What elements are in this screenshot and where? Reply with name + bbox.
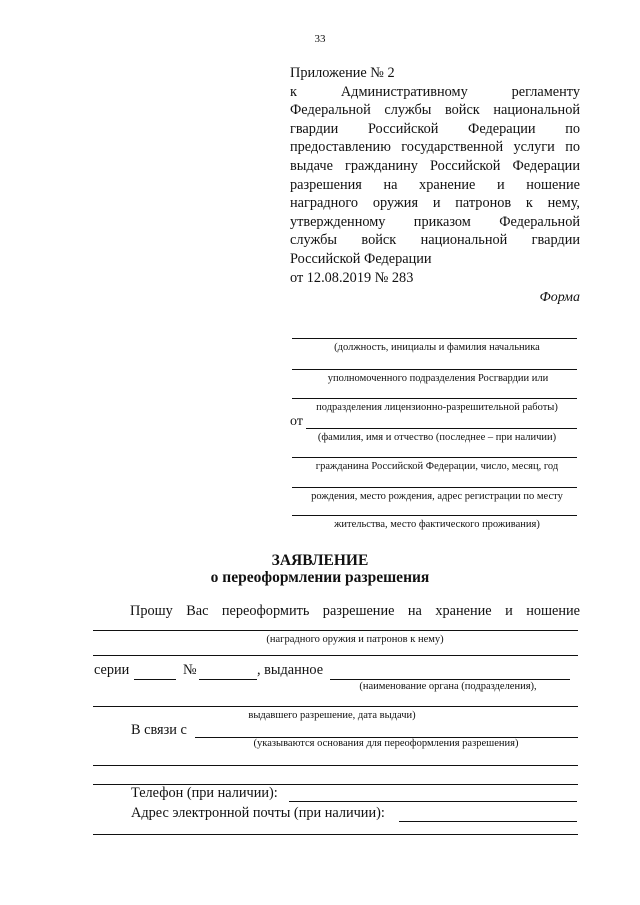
issuing-organ-caption: (наименование органа (подразделения), xyxy=(359,681,537,692)
addressee-field-3[interactable] xyxy=(292,398,577,399)
applicant-field-2[interactable] xyxy=(292,457,577,458)
number-field[interactable] xyxy=(199,679,257,680)
issuing-organ-field[interactable] xyxy=(330,679,570,680)
form-label: Форма xyxy=(539,290,580,305)
weapon-caption: (наградного оружия и патронов к нему) xyxy=(266,634,444,645)
weapon-field-2[interactable] xyxy=(93,655,578,656)
applicant-caption-1: (фамилия, имя и отчество (последнее – при наличии) xyxy=(317,432,557,443)
series-field[interactable] xyxy=(134,679,176,680)
series-label: серии xyxy=(94,662,130,678)
appendix-line: предоставлению государственной услуги по xyxy=(290,139,580,156)
addressee-caption-3: подразделения лицензионно-разрешительной работы) xyxy=(316,402,558,413)
phone-label: Телефон (при наличии): xyxy=(131,785,278,801)
document-title: ЗАЯВЛЕНИЕ xyxy=(271,552,369,569)
reason-caption: (указываются основания для переоформления разрешения) xyxy=(253,738,519,749)
request-text: Прошу Вас переоформить разрешение на хранение и ношение xyxy=(130,603,580,619)
applicant-caption-2: гражданина Российской Федерации, число, месяц, год xyxy=(315,461,559,472)
addressee-field-1[interactable] xyxy=(292,338,577,339)
issued-label: , выданное xyxy=(257,662,324,678)
reason-field-2[interactable] xyxy=(93,765,578,766)
applicant-caption-3: рождения, место рождения, адрес регистрации по месту xyxy=(311,491,563,502)
email-field[interactable] xyxy=(399,821,577,822)
addressee-field-2[interactable] xyxy=(292,369,577,370)
issuer-date-caption: выдавшего разрешение, дата выдачи) xyxy=(248,710,416,721)
number-label: № xyxy=(183,662,197,678)
issuer-date-field[interactable] xyxy=(93,706,578,707)
appendix-line: Федеральной службы войск национальной xyxy=(290,102,580,119)
appendix-line: утвержденному приказом Федеральной xyxy=(290,213,580,230)
page-number: 33 xyxy=(314,33,326,45)
appendix-block xyxy=(290,64,580,287)
applicant-field-3[interactable] xyxy=(292,487,577,488)
appendix-line: наградного оружия и патронов к нему, xyxy=(290,195,580,212)
appendix-date: от 12.08.2019 № 283 xyxy=(290,269,414,286)
applicant-name-field[interactable] xyxy=(306,428,577,429)
appendix-line: к Административному регламенту xyxy=(290,83,580,100)
reason-label: В связи с xyxy=(131,722,187,738)
email-label: Адрес электронной почты (при наличии): xyxy=(131,805,385,821)
appendix-line: выдаче гражданину Российской Федерации xyxy=(290,157,580,174)
appendix-heading: Приложение № 2 xyxy=(290,65,395,81)
applicant-field-4[interactable] xyxy=(292,515,577,516)
email-field-2[interactable] xyxy=(93,834,578,835)
document-subtitle: о переоформлении разрешения xyxy=(210,569,430,586)
addressee-caption-2: уполномоченного подразделения Росгвардии или xyxy=(327,373,549,384)
phone-field[interactable] xyxy=(289,801,577,802)
from-label: от xyxy=(290,414,303,429)
weapon-field[interactable] xyxy=(93,630,578,631)
applicant-caption-4: жительства, место фактического проживания) xyxy=(334,519,540,530)
addressee-caption-1: (должность, инициалы и фамилия начальника xyxy=(334,342,540,353)
appendix-line: Российской Федерации xyxy=(290,250,432,267)
appendix-line: гвардии Российской Федерации по xyxy=(290,120,580,137)
appendix-line: службы войск национальной гвардии xyxy=(290,232,580,249)
appendix-line: разрешения на хранение и ношение xyxy=(290,176,580,193)
